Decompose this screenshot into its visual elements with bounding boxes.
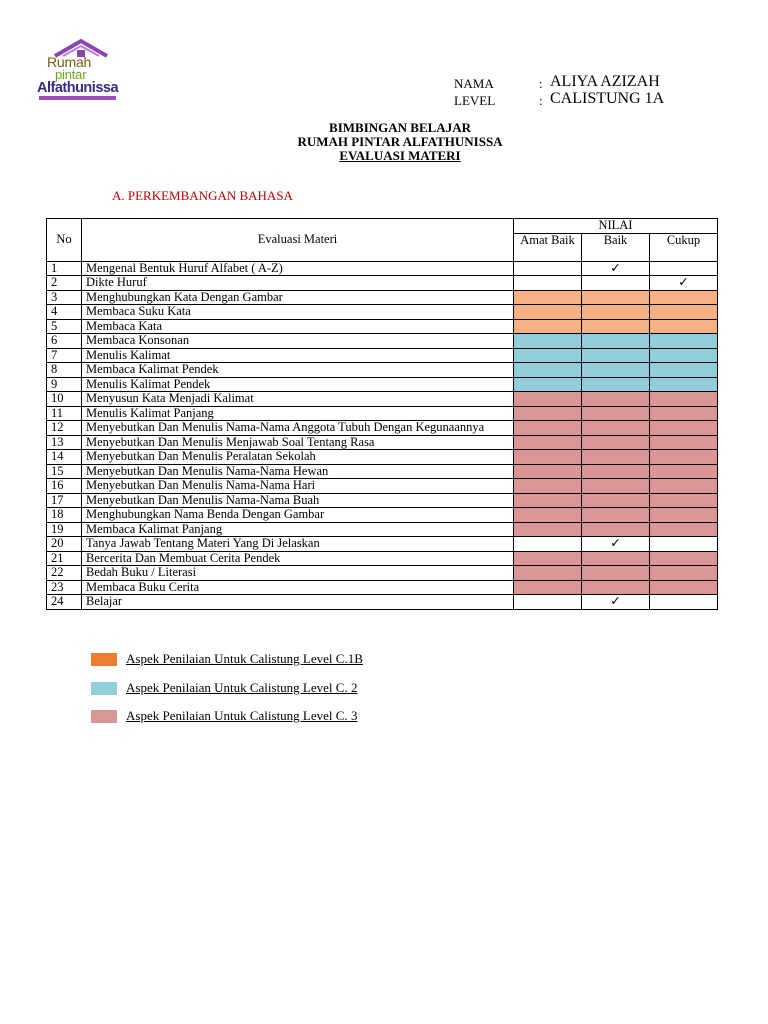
cell-cukup — [650, 551, 718, 566]
row-number: 22 — [47, 566, 82, 581]
table-row — [47, 363, 718, 378]
cell-amat-baik — [514, 392, 582, 407]
check-mark-icon: ✓ — [678, 275, 689, 290]
row-evaluasi: Dikte Huruf — [82, 276, 514, 291]
row-evaluasi: Tanya Jawab Tentang Materi Yang Di Jelaskan — [82, 537, 514, 552]
cell-baik — [582, 479, 650, 494]
legend-swatch — [91, 710, 117, 723]
row-evaluasi: Menyebutkan Dan Menulis Menjawab Soal Tentang Rasa — [82, 435, 514, 450]
row-number: 12 — [47, 421, 82, 436]
cell-amat-baik — [514, 334, 582, 349]
row-number: 10 — [47, 392, 82, 407]
cell-baik — [582, 305, 650, 320]
check-mark-icon: ✓ — [610, 594, 621, 609]
table-row — [47, 580, 718, 595]
cell-cukup — [650, 566, 718, 581]
row-evaluasi: Menyebutkan Dan Menulis Nama-Nama Hewan — [82, 464, 514, 479]
row-number: 2 — [47, 276, 82, 291]
cell-cukup — [650, 319, 718, 334]
row-number: 19 — [47, 522, 82, 537]
col-header-baik: Baik — [582, 233, 650, 261]
cell-amat-baik — [514, 580, 582, 595]
row-evaluasi: Menghubungkan Kata Dengan Gambar — [82, 290, 514, 305]
cell-cukup — [650, 464, 718, 479]
row-evaluasi: Menghubungkan Nama Benda Dengan Gambar — [82, 508, 514, 523]
table-row — [47, 348, 718, 363]
check-mark-icon: ✓ — [610, 260, 621, 275]
table-row — [47, 566, 718, 581]
cell-baik — [582, 363, 650, 378]
cell-amat-baik — [514, 537, 582, 552]
cell-cukup — [650, 493, 718, 508]
cell-amat-baik — [514, 522, 582, 537]
table-row — [47, 551, 718, 566]
table-row — [47, 276, 718, 291]
logo-text-pintar: pintar — [55, 67, 87, 82]
legend-swatch — [91, 682, 117, 695]
cell-baik — [582, 493, 650, 508]
cell-cukup — [650, 508, 718, 523]
table-row — [47, 435, 718, 450]
level-label: LEVEL — [454, 93, 496, 108]
heading-rumah-pintar: RUMAH PINTAR ALFATHUNISSA — [297, 134, 503, 149]
row-number: 8 — [47, 363, 82, 378]
table-row — [47, 290, 718, 305]
heading-bimbingan: BIMBINGAN BELAJAR — [329, 120, 471, 135]
cell-amat-baik — [514, 348, 582, 363]
cell-cukup — [650, 305, 718, 320]
logo-text-alfathunissa: Alfathunissa — [37, 80, 119, 96]
cell-baik — [582, 508, 650, 523]
row-number: 17 — [47, 493, 82, 508]
level-colon: : — [539, 93, 543, 108]
row-evaluasi: Bercerita Dan Membuat Cerita Pendek — [82, 551, 514, 566]
cell-amat-baik — [514, 406, 582, 421]
cell-baik — [582, 450, 650, 465]
table-row — [47, 508, 718, 523]
row-number: 13 — [47, 435, 82, 450]
cell-amat-baik — [514, 421, 582, 436]
cell-amat-baik — [514, 276, 582, 291]
check-mark-icon: ✓ — [610, 536, 621, 551]
cell-amat-baik — [514, 450, 582, 465]
table-row — [47, 522, 718, 537]
row-number: 11 — [47, 406, 82, 421]
name-colon: : — [539, 76, 543, 91]
row-evaluasi: Bedah Buku / Literasi — [82, 566, 514, 581]
cell-amat-baik — [514, 290, 582, 305]
cell-amat-baik — [514, 363, 582, 378]
cell-cukup — [650, 290, 718, 305]
name-label: NAMA — [454, 76, 494, 91]
cell-amat-baik — [514, 305, 582, 320]
table-row — [47, 421, 718, 436]
cell-cukup — [650, 377, 718, 392]
cell-amat-baik — [514, 261, 582, 276]
col-header-cukup: Cukup — [650, 233, 718, 261]
cell-baik — [582, 595, 650, 610]
row-number: 23 — [47, 580, 82, 595]
cell-baik — [582, 566, 650, 581]
cell-amat-baik — [514, 595, 582, 610]
table-row — [47, 305, 718, 320]
legend-label: Aspek Penilaian Untuk Calistung Level C.1B — [126, 651, 363, 666]
row-number: 9 — [47, 377, 82, 392]
cell-amat-baik — [514, 479, 582, 494]
row-evaluasi: Menulis Kalimat Pendek — [82, 377, 514, 392]
table-row — [47, 377, 718, 392]
cell-cukup — [650, 479, 718, 494]
cell-baik — [582, 334, 650, 349]
table-row — [47, 392, 718, 407]
cell-cukup — [650, 276, 718, 291]
cell-cukup — [650, 421, 718, 436]
cell-baik — [582, 261, 650, 276]
cell-baik — [582, 377, 650, 392]
row-number: 21 — [47, 551, 82, 566]
level-value: CALISTUNG 1A — [550, 90, 665, 107]
col-header-no: No — [47, 219, 82, 262]
cell-cukup — [650, 406, 718, 421]
row-evaluasi: Belajar — [82, 595, 514, 610]
row-number: 20 — [47, 537, 82, 552]
row-evaluasi: Menyebutkan Dan Menulis Peralatan Sekolah — [82, 450, 514, 465]
row-evaluasi: Menyebutkan Dan Menulis Nama-Nama Buah — [82, 493, 514, 508]
row-number: 4 — [47, 305, 82, 320]
cell-cukup — [650, 261, 718, 276]
cell-baik — [582, 537, 650, 552]
cell-baik — [582, 580, 650, 595]
heading-evaluasi: EVALUASI MATERI — [339, 148, 461, 163]
cell-cukup — [650, 348, 718, 363]
row-evaluasi: Membaca Buku Cerita — [82, 580, 514, 595]
cell-amat-baik — [514, 377, 582, 392]
legend-label: Aspek Penilaian Untuk Calistung Level C. 3 — [126, 708, 358, 723]
logo-underline — [39, 96, 116, 100]
row-evaluasi: Membaca Konsonan — [82, 334, 514, 349]
row-evaluasi: Membaca Kata — [82, 319, 514, 334]
cell-baik — [582, 551, 650, 566]
row-number: 7 — [47, 348, 82, 363]
row-number: 24 — [47, 595, 82, 610]
evaluation-table — [46, 218, 718, 610]
cell-baik — [582, 464, 650, 479]
cell-amat-baik — [514, 319, 582, 334]
table-row — [47, 406, 718, 421]
cell-amat-baik — [514, 508, 582, 523]
cell-amat-baik — [514, 464, 582, 479]
cell-cukup — [650, 392, 718, 407]
col-header-nilai: NILAI — [514, 219, 718, 234]
table-row — [47, 595, 718, 610]
row-evaluasi: Membaca Kalimat Pendek — [82, 363, 514, 378]
row-evaluasi: Menyebutkan Dan Menulis Nama-Nama Anggota Tubuh Dengan Kegunaannya — [82, 421, 514, 436]
name-value: ALIYA AZIZAH — [550, 73, 660, 90]
row-evaluasi: Membaca Suku Kata — [82, 305, 514, 320]
col-header-evaluasi: Evaluasi Materi — [82, 219, 514, 262]
cell-baik — [582, 319, 650, 334]
table-row — [47, 261, 718, 276]
legend-label: Aspek Penilaian Untuk Calistung Level C. 2 — [126, 680, 358, 695]
cell-amat-baik — [514, 551, 582, 566]
cell-cukup — [650, 435, 718, 450]
row-number: 14 — [47, 450, 82, 465]
cell-baik — [582, 392, 650, 407]
row-evaluasi: Menyusun Kata Menjadi Kalimat — [82, 392, 514, 407]
cell-baik — [582, 406, 650, 421]
cell-cukup — [650, 450, 718, 465]
row-evaluasi: Menulis Kalimat — [82, 348, 514, 363]
row-number: 15 — [47, 464, 82, 479]
cell-amat-baik — [514, 435, 582, 450]
legend-swatch — [91, 653, 117, 666]
logo-text-rumah: Rumah — [47, 54, 92, 70]
row-number: 1 — [47, 261, 82, 276]
logo — [37, 38, 119, 102]
cell-baik — [582, 522, 650, 537]
cell-cukup — [650, 580, 718, 595]
cell-baik — [582, 435, 650, 450]
cell-cukup — [650, 363, 718, 378]
cell-cukup — [650, 522, 718, 537]
row-number: 18 — [47, 508, 82, 523]
cell-cukup — [650, 537, 718, 552]
section-title: A. PERKEMBANGAN BAHASA — [112, 188, 293, 203]
cell-baik — [582, 290, 650, 305]
cell-amat-baik — [514, 493, 582, 508]
table-row — [47, 493, 718, 508]
table-row — [47, 334, 718, 349]
table-row — [47, 450, 718, 465]
cell-amat-baik — [514, 566, 582, 581]
row-evaluasi: Menyebutkan Dan Menulis Nama-Nama Hari — [82, 479, 514, 494]
row-number: 3 — [47, 290, 82, 305]
row-evaluasi: Menulis Kalimat Panjang — [82, 406, 514, 421]
cell-cukup — [650, 595, 718, 610]
table-row — [47, 464, 718, 479]
col-header-amat-baik: Amat Baik — [514, 233, 582, 261]
cell-baik — [582, 348, 650, 363]
row-evaluasi: Mengenal Bentuk Huruf Alfabet ( A-Z) — [82, 261, 514, 276]
table-row — [47, 479, 718, 494]
table-row — [47, 537, 718, 552]
table-row — [47, 319, 718, 334]
row-number: 5 — [47, 319, 82, 334]
row-evaluasi: Membaca Kalimat Panjang — [82, 522, 514, 537]
cell-baik — [582, 276, 650, 291]
cell-cukup — [650, 334, 718, 349]
row-number: 16 — [47, 479, 82, 494]
row-number: 6 — [47, 334, 82, 349]
cell-baik — [582, 421, 650, 436]
